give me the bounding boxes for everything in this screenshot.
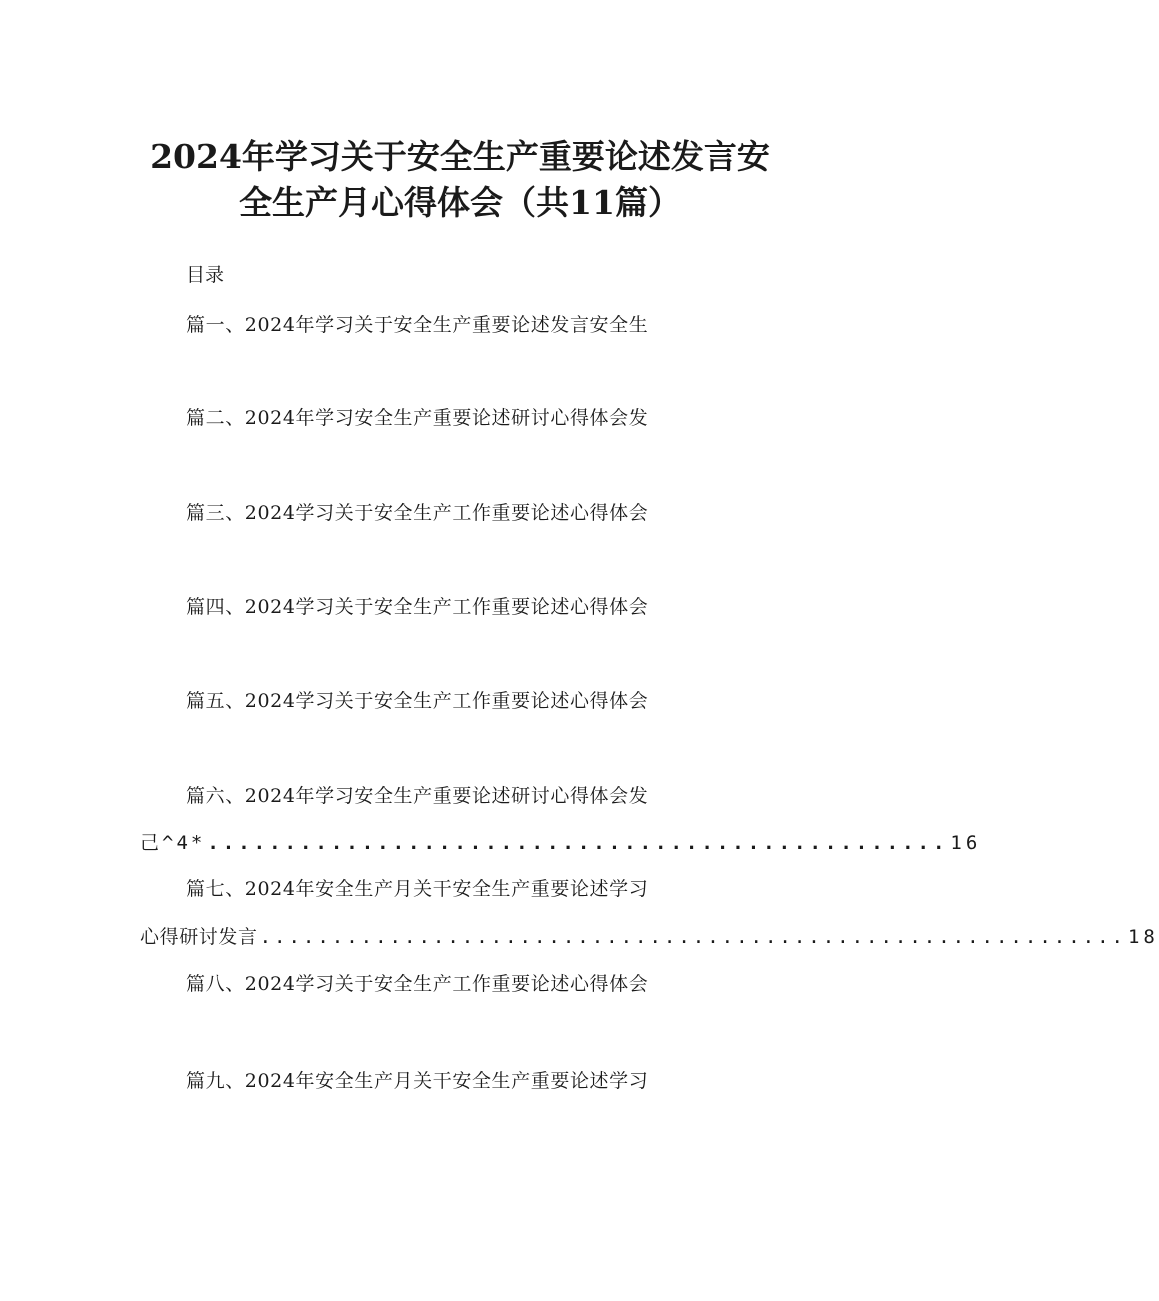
toc-entry-6-cont-text: 己^4*: [140, 832, 206, 854]
toc-entry-6[interactable]: 篇六、2024年学习安全生产重要论述研讨心得体会发: [186, 785, 649, 807]
toc-entry-1[interactable]: 篇一、2024年学习关于安全生产重要论述发言安全生: [186, 314, 649, 336]
toc-entry-4[interactable]: 篇四、2024学习关于安全生产工作重要论述心得体会: [186, 596, 649, 618]
document-title-line-2: 全生产月心得体会（共11篇）: [239, 183, 681, 222]
toc-entry-3[interactable]: 篇三、2024学习关于安全生产工作重要论述心得体会: [186, 502, 649, 524]
toc-entry-6-dot-leader: ................................................: [207, 832, 949, 854]
toc-entry-7-page-number: 18: [1127, 926, 1159, 948]
toc-entry-6-page-number: 16: [950, 832, 982, 854]
toc-entry-7-dot-leader: ............................................................: [259, 926, 1126, 948]
toc-entry-5[interactable]: 篇五、2024学习关于安全生产工作重要论述心得体会: [186, 690, 649, 712]
toc-entry-7[interactable]: 篇七、2024年安全生产月关干安全生产重要论述学习: [186, 878, 649, 900]
document-title-line-1: 2024年学习关于安全生产重要论述发言安: [150, 137, 770, 176]
toc-entry-8[interactable]: 篇八、2024学习关于安全生产工作重要论述心得体会: [186, 973, 649, 995]
toc-heading: 目录: [186, 264, 225, 286]
toc-entry-7-continuation[interactable]: [140, 924, 1159, 950]
toc-entry-6-continuation[interactable]: [140, 830, 982, 856]
toc-entry-2[interactable]: 篇二、2024年学习安全生产重要论述研讨心得体会发: [186, 407, 649, 429]
toc-entry-7-cont-text: 心得研讨发言: [140, 926, 258, 948]
toc-entry-9[interactable]: 篇九、2024年安全生产月关干安全生产重要论述学习: [186, 1070, 649, 1092]
